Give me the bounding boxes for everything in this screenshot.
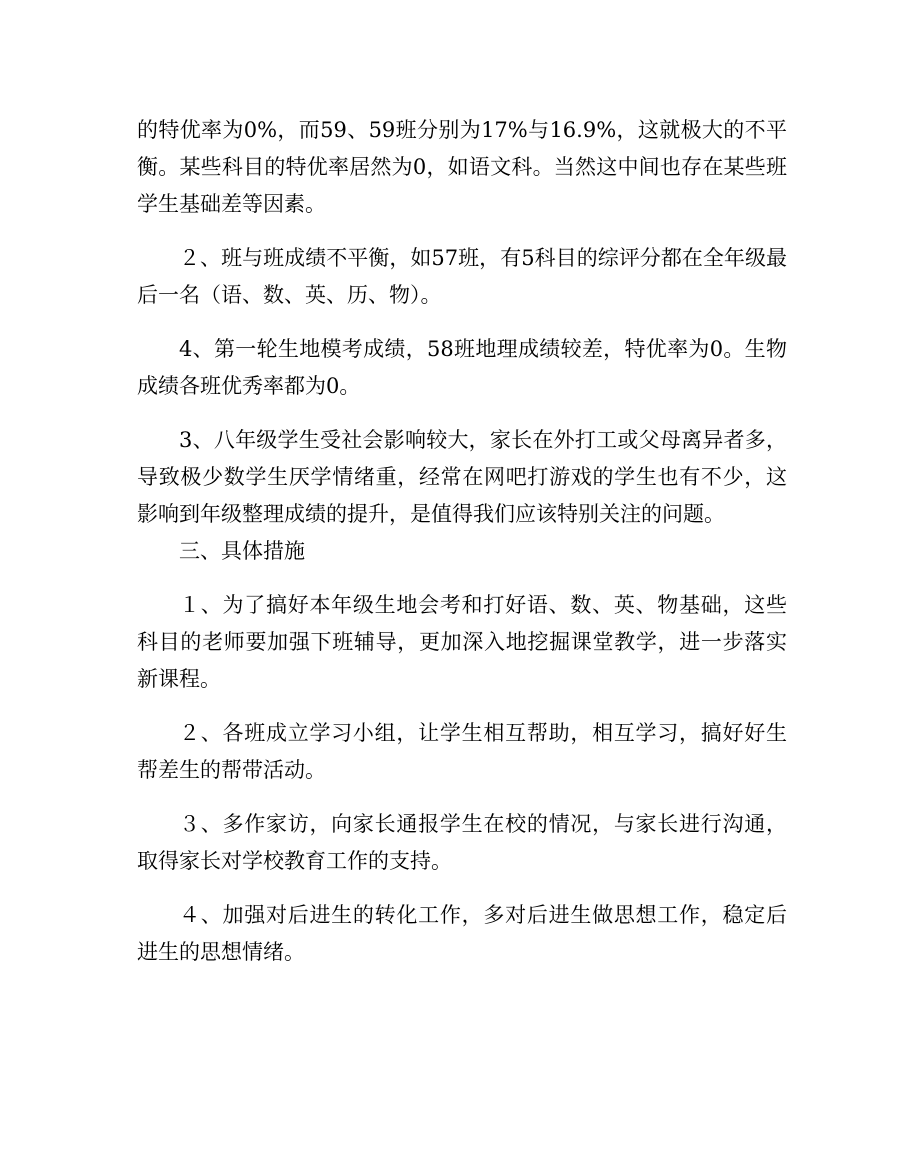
section-heading: 三、具体措施 xyxy=(179,539,305,563)
measure-item-4: ４、加强对后进生的转化工作，多对后进生做思想工作，稳定后进生的思想情绪。 xyxy=(137,903,787,964)
document-body xyxy=(137,112,787,971)
paragraph-item-3: 3、八年级学生受社会影响较大，家长在外打工或父母离异者多，导致极少数学生厌学情绪重，经常在网吧打游戏的学生也有不少，这影响到年级整理成绩的提升，是值得我们应该特别关注的问题。 xyxy=(137,428,787,526)
paragraph-continuation: 的特优率为0%，而59、59班分别为17%与16.9%，这就极大的不平衡。某些科目的特优率居然为0，如语文科。当然这中间也存在某些班学生基础差等因素。 xyxy=(137,118,787,216)
measure-item-1: １、为了搞好本年级生地会考和打好语、数、英、物基础，这些科目的老师要加强下班辅导，更加深入地挖掘课堂教学，进一步落实新课程。 xyxy=(137,593,787,691)
paragraph-item-2: ２、班与班成绩不平衡，如57班，有5科目的综评分都在全年级最后一名（语、数、英、历、物）。 xyxy=(137,246,787,307)
measure-item-2: ２、各班成立学习小组，让学生相互帮助，相互学习，搞好好生帮差生的帮带活动。 xyxy=(137,721,787,782)
paragraph-item-4: 4、第一轮生地模考成绩，58班地理成绩较差，特优率为0。生物成绩各班优秀率都为0。 xyxy=(137,337,787,398)
measure-item-3: ３、多作家访，向家长通报学生在校的情况，与家长进行沟通，取得家长对学校教育工作的支持。 xyxy=(137,812,787,873)
